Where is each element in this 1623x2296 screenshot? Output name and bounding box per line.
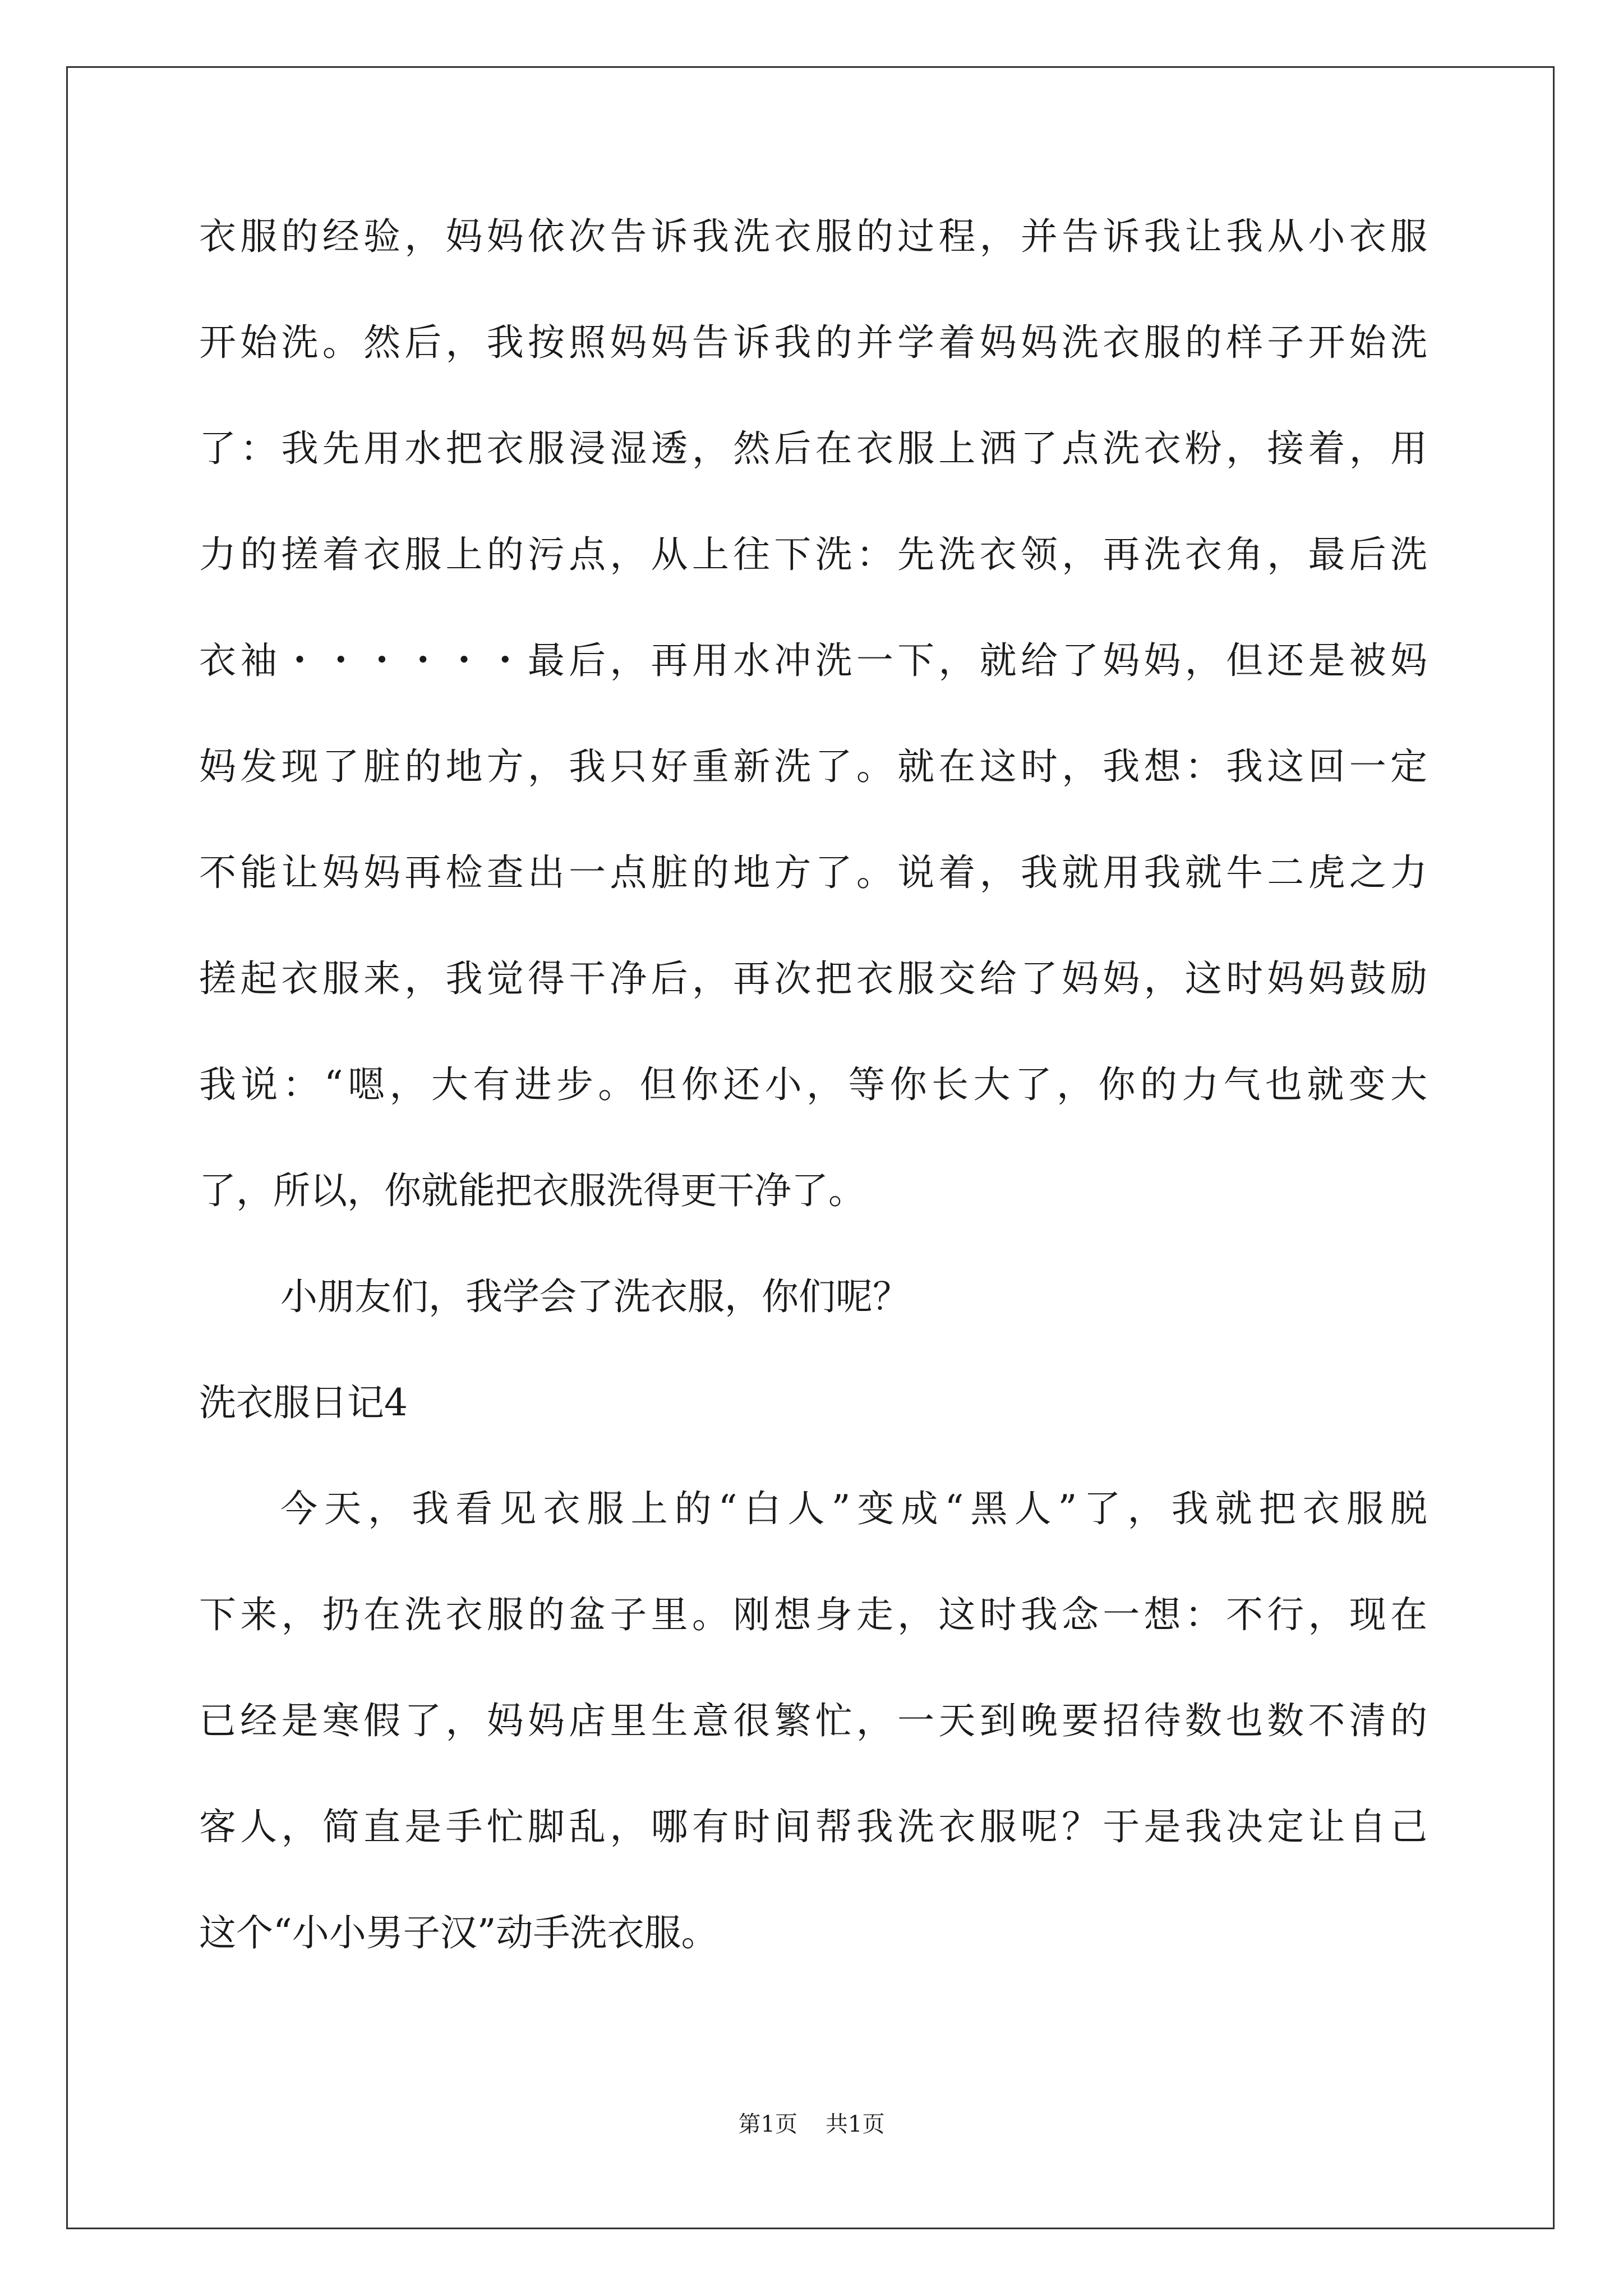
paragraph-2 (199, 1271, 1427, 1323)
section-heading: 洗衣服日记4 (199, 1381, 408, 1424)
text-line: 了：我先用水把衣服浸湿透，然后在衣服上洒了点洗衣粉，接着，用 (199, 427, 1427, 470)
text-line: 力的搓着衣服上的污点，从上往下洗：先洗衣领，再洗衣角，最后洗 (199, 533, 1427, 576)
text-line: 妈发现了脏的地方，我只好重新洗了。就在这时，我想：我这回一定 (199, 745, 1427, 788)
text-line: 衣袖・・・・・・最后，再用水冲洗一下，就给了妈妈，但还是被妈 (199, 639, 1427, 682)
text-line: 不能让妈妈再检查出一点脏的地方了。说着，我就用我就牛二虎之力 (199, 851, 1427, 894)
text-line: 衣服的经验，妈妈依次告诉我洗衣服的过程，并告诉我让我从小衣服 (199, 215, 1427, 258)
text-line: 小朋友们，我学会了洗衣服，你们呢？ (280, 1275, 910, 1318)
paragraph-3 (199, 1483, 1427, 1959)
text-line: 我说：“嗯，大有进步。但你还小，等你长大了，你的力气也就变大 (199, 1063, 1427, 1106)
text-line: 客人，简直是手忙脚乱，哪有时间帮我洗衣服呢？于是我决定让自己 (199, 1805, 1427, 1848)
text-line: 这个“小小男子汉”动手洗衣服。 (199, 1911, 718, 1954)
text-line: 搓起衣服来，我觉得干净后，再次把衣服交给了妈妈，这时妈妈鼓励 (199, 957, 1427, 1000)
text-line: 下来，扔在洗衣服的盆子里。刚想身走，这时我念一想：不行，现在 (199, 1593, 1427, 1636)
text-line: 了，所以，你就能把衣服洗得更干净了。 (199, 1169, 865, 1212)
total-pages: 共1页 (826, 2111, 885, 2137)
page-number: 第1页 (738, 2111, 797, 2137)
page-footer (0, 2110, 1623, 2138)
text-line: 开始洗。然后，我按照妈妈告诉我的并学着妈妈洗衣服的样子开始洗 (199, 321, 1427, 364)
text-line: 已经是寒假了，妈妈店里生意很繁忙，一天到晚要招待数也数不清的 (199, 1699, 1427, 1742)
paragraph-1 (199, 210, 1427, 1217)
text-line: 今天，我看见衣服上的“白人”变成“黑人”了，我就把衣服脱 (280, 1487, 1427, 1530)
document-body (199, 210, 1427, 2013)
